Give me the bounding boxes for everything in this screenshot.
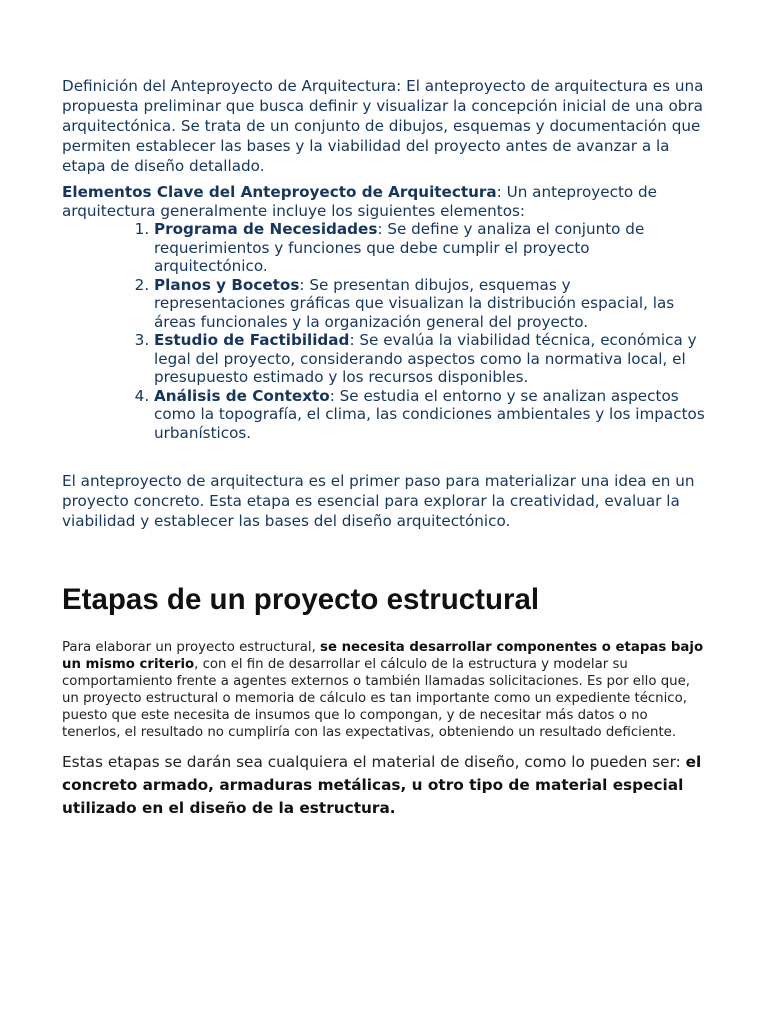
- section-title: Etapas de un proyecto estructural: [62, 583, 540, 616]
- list-item-text: : Se evalúa la viabilidad técnica, económica y legal del proyecto, considerando aspectos como la normativa local, el presupuesto estimado y los recursos disponibles.: [154, 331, 697, 386]
- conclusion-paragraph: El anteproyecto de arquitectura es el primer paso para materializar una idea en un proyecto concreto. Esta etapa es esencial para explorar la creatividad, evaluar la viabilidad y establecer las bases del diseño arquitectónico.: [62, 472, 695, 530]
- paragraph-start: Para elaborar un proyecto estructural,: [62, 640, 321, 655]
- list-item-text: : Se presentan dibujos, esquemas y representaciones gráficas que visualizan la distribución espacial, las áreas funcionales y la organización general del proyecto.: [154, 275, 675, 331]
- list-item-term: Planos y Bocetos: [154, 275, 300, 294]
- list-item: [154, 387, 706, 443]
- key-elements-intro: : Un anteproyecto de arquitectura generalmente incluye los siguientes elementos:: [62, 183, 658, 220]
- paragraph-bold: el concreto armado, armaduras metálicas, u otro tipo de material especial utilizado en el diseño de la estructura.: [62, 753, 702, 817]
- list-item-term: Estudio de Factibilidad: [154, 331, 350, 349]
- paragraph-bold: se necesita desarrollar componentes o etapas bajo un mismo criterio: [62, 640, 704, 672]
- key-elements-paragraph: [62, 183, 706, 220]
- list-item: [154, 276, 706, 332]
- materials-paragraph: [62, 751, 706, 820]
- list-item-term: Programa de Necesidades: [154, 220, 378, 238]
- key-elements-heading: Elementos Clave del Anteproyecto de Arquitectura: [62, 183, 497, 201]
- list-item-term: Análisis de Contexto: [154, 386, 330, 405]
- list-item: [154, 220, 706, 276]
- key-elements-list: [62, 220, 706, 442]
- paragraph-start: Estas etapas se darán sea cualquiera el material de diseño, como lo pueden ser:: [62, 753, 686, 771]
- list-item-text: : Se define y analiza el conjunto de requerimientos y funciones que debe cumplir el proyecto arquitectónico.: [154, 220, 645, 275]
- paragraph-end: , con el fin de desarrollar el cálculo de la estructura y modelar su comportamiento frente a agentes externos o también llamadas solicitaciones. Es por ello que, un proyecto estructural o memoria de cálculo es tan importante como un expediente técnico, puesto que este necesita de insumos que lo compongan, y de necesitar más datos o no tenerlos, el resultado no cumpliría con las expectativas, obteniendo un resultado deficiente.: [62, 657, 691, 740]
- definition-paragraph: Definición del Anteproyecto de Arquitectura: El anteproyecto de arquitectura es una propuesta preliminar que busca definir y visualizar la concepción inicial de una obra arquitectónica. Se trata de un conjunto de dibujos, esquemas y documentación que permiten establecer las bases y la viabilidad del proyecto antes de avanzar a la etapa de diseño detallado.: [62, 77, 704, 175]
- list-item: [154, 331, 706, 387]
- structural-project-paragraph: [62, 639, 706, 741]
- list-item-text: : Se estudia el entorno y se analizan aspectos como la topografía, el clima, las condiciones ambientales y los impactos urbanísticos.: [154, 386, 705, 442]
